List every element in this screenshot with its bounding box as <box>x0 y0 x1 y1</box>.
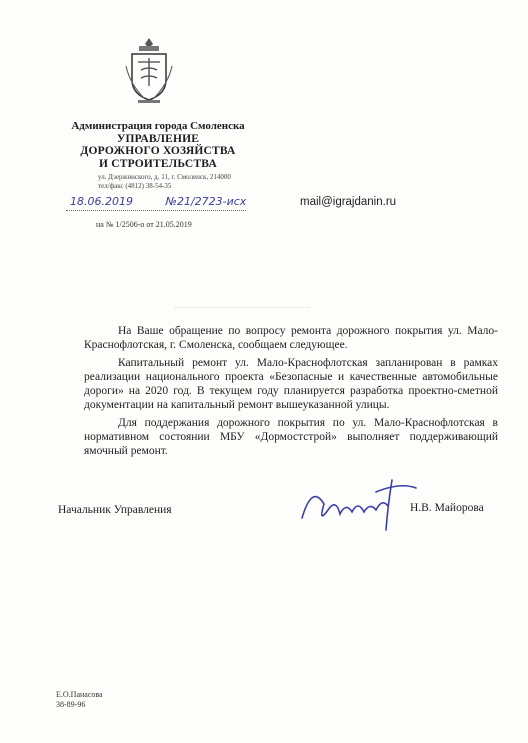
recipient-email: mail@igrajdanin.ru <box>300 196 397 208</box>
divider <box>175 307 310 309</box>
letterhead <box>58 120 258 191</box>
registration-number: №21/2723-исх <box>165 195 247 208</box>
registration-underline <box>66 209 246 211</box>
department-line-2: ДОРОЖНОГО ХОЗЯЙСТВА <box>80 145 236 157</box>
org-address: ул. Дзержинского, д. 11, г. Смоленск, 214000 <box>98 173 231 181</box>
smolensk-coat-of-arms-icon <box>124 36 174 106</box>
registration-row <box>70 195 246 208</box>
executor-phone: 38-89-96 <box>56 700 86 709</box>
body-paragraph-2: Капитальный ремонт ул. Мало-Краснофлотская запланирован в рамках реализации национального проекта «Безопасные и качественные автомобильные дороги» на 2020 год. В текущем году планируется разработка проектно-сметной документации на капитальный ремонт вышеуказанной улицы. <box>84 357 498 411</box>
department-line-3: И СТРОИТЕЛЬСТВА <box>99 157 217 170</box>
org-phone: тел/факс (4812) 38-54-35 <box>98 182 172 190</box>
reference-number: на № 1/2506-о от 21.05.2019 <box>96 220 192 229</box>
body-paragraph-1: На Ваше обращение по вопросу ремонта дорожного покрытия ул. Мало-Краснофлотская, г. Смоленска, сообщаем следующее. <box>84 325 498 351</box>
registration-date: 18.06.2019 <box>70 195 133 208</box>
body-paragraph-3: Для поддержания дорожного покрытия по ул. Мало-Краснофлотская в нормативном состоянии МБУ «Дормостстрой» выполняет поддерживающий ямочный ремонт. <box>84 417 498 457</box>
signatory-title: Начальник Управления <box>58 504 172 516</box>
org-name: Администрация города Смоленска <box>71 120 245 132</box>
executor-info <box>56 690 103 710</box>
department-line-1: УПРАВЛЕНИЕ <box>116 132 200 145</box>
letter-body <box>84 324 498 462</box>
signatory-name: Н.В. Майорова <box>410 502 484 514</box>
executor-name: Е.О.Панасова <box>56 690 103 699</box>
